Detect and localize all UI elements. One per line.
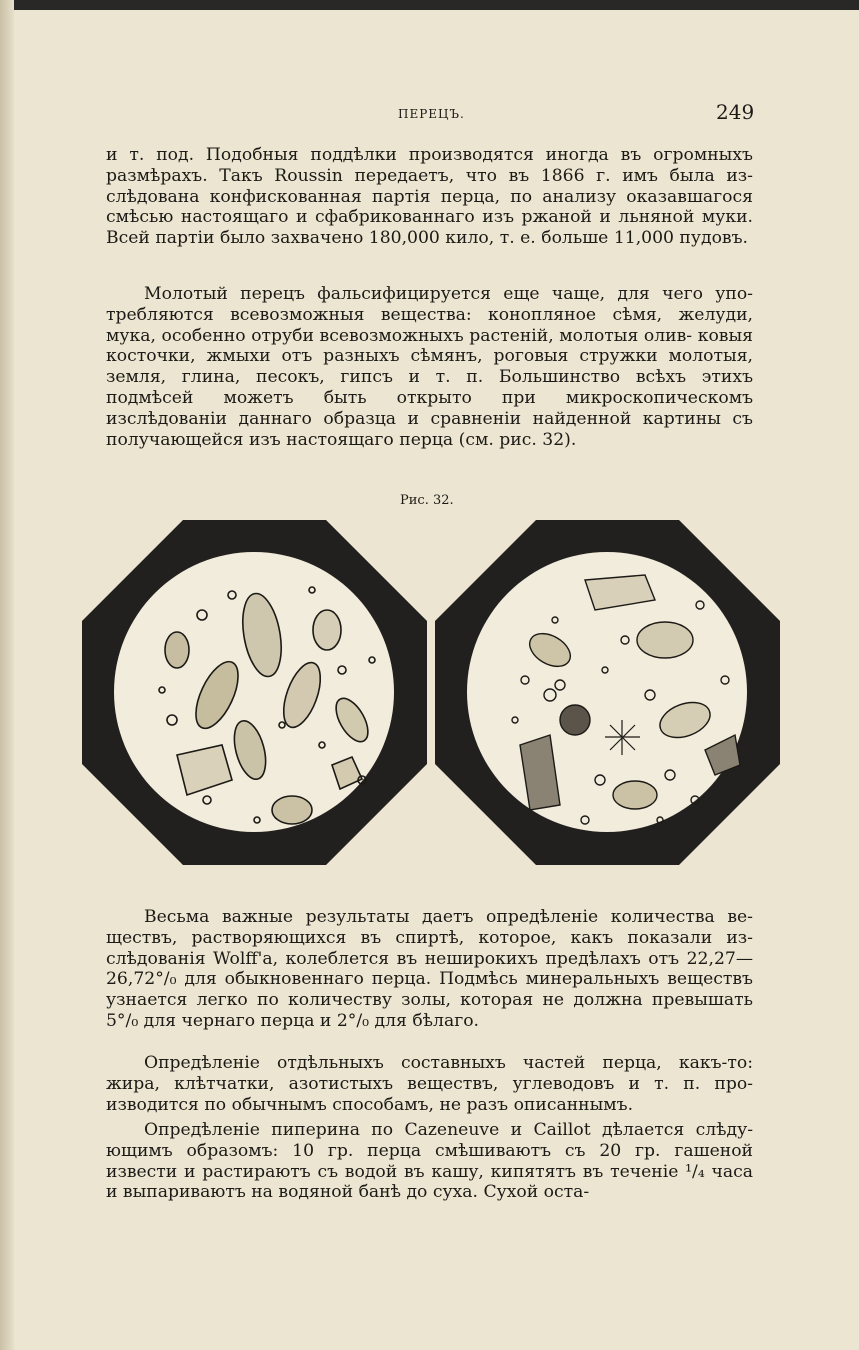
text-line: этихъ подмѣсей можетъ быть открыто при микроскопическомъ bbox=[106, 367, 754, 408]
text-line: мука, особенно отруби всевозможныхъ растеній, молотыя олив- bbox=[106, 325, 693, 346]
text-line: извести и растираютъ съ водой въ кашу, кипятятъ въ теченіе bbox=[106, 1161, 679, 1182]
paragraph-3 bbox=[106, 907, 753, 1032]
text-line: ковыя косточки, жмыхи отъ разныхъ сѣмянъ, роговыя стружки bbox=[106, 325, 753, 367]
text-line: размѣрахъ. Такъ Roussin передаетъ, что въ 1866 г. имъ была из- bbox=[106, 165, 753, 186]
microscope-view-left bbox=[82, 520, 427, 865]
paragraph-2 bbox=[106, 284, 753, 450]
text-line: получающейся изъ настоящаго перца (см. рис. 32). bbox=[106, 429, 577, 450]
paragraph-4 bbox=[106, 1053, 753, 1115]
text-line: муки. Всей партіи было захвачено 180,000 кило, т. е. больше bbox=[106, 207, 753, 249]
running-header-title: ПЕРЕЦЪ. bbox=[398, 107, 465, 121]
scan-top-edge bbox=[0, 0, 859, 10]
text-line: 11,000 пудовъ. bbox=[613, 228, 749, 249]
text-line: и т. под. Подобныя поддѣлки производятся иногда въ огромныхъ bbox=[106, 145, 753, 165]
paragraph-5 bbox=[106, 1120, 753, 1203]
text-line: Опредѣленіе отдѣльныхъ составныхъ частей перца, какъ-то: bbox=[144, 1053, 753, 1073]
text-line: смѣсью настоящаго и сфабрикованнаго изъ ржаной и льняной bbox=[106, 207, 695, 228]
page-number: 249 bbox=[716, 100, 755, 124]
text-line: Опредѣленіе пиперина по Cazeneuve и Caillot дѣлается слѣду- bbox=[144, 1120, 753, 1140]
text-line: Весьма важные результаты даетъ опредѣленіе количества ве- bbox=[144, 907, 753, 927]
text-line: превышать 5°/₀ для чернаго перца и 2°/₀ для бѣлаго. bbox=[106, 990, 753, 1031]
figure-caption: Рис. 32. bbox=[400, 493, 454, 508]
text-line: изслѣдованіи даннаго образца и сравненіи найденной картины съ bbox=[106, 408, 753, 429]
text-line: ществъ, растворяющихся въ спиртѣ, которое, какъ показали из- bbox=[106, 927, 753, 948]
text-line: требляются всевозможныя вещества: конопляное сѣмя, желуди, bbox=[106, 304, 753, 325]
text-line: веществъ узнается легко по количеству золы, которая не должна bbox=[106, 969, 753, 1011]
text-line: 22,27—26,72°/₀ для обыкновеннаго перца. Подмѣсь минеральныхъ bbox=[106, 948, 754, 990]
page-gutter-shadow bbox=[0, 0, 14, 1350]
text-line: молотыя, земля, глина, песокъ, гипсъ и т. п. Большинство всѣхъ bbox=[106, 346, 754, 388]
text-line: слѣдованія Wolff'a, колеблется въ неширокихъ предѣлахъ отъ bbox=[106, 948, 680, 969]
text-line: Молотый перецъ фальсифицируется еще чаще, для чего упо- bbox=[144, 284, 753, 304]
paragraph-1 bbox=[106, 145, 753, 249]
text-line: жира, клѣтчатки, азотистыхъ веществъ, углеводовъ и т. п. про- bbox=[106, 1073, 753, 1094]
microscope-view-right bbox=[435, 520, 780, 865]
text-line: слѣдована конфискованная партія перца, по анализу оказавшагося bbox=[106, 186, 753, 207]
text-line: ющимъ образомъ: 10 гр. перца смѣшиваютъ съ 20 гр. гашеной bbox=[106, 1140, 753, 1161]
text-line: изводится по обычнымъ способамъ, не разъ описаннымъ. bbox=[106, 1094, 634, 1115]
text-line: ¹/₄ часа и выпариваютъ на водяной банѣ до суха. Сухой оста- bbox=[106, 1161, 753, 1203]
